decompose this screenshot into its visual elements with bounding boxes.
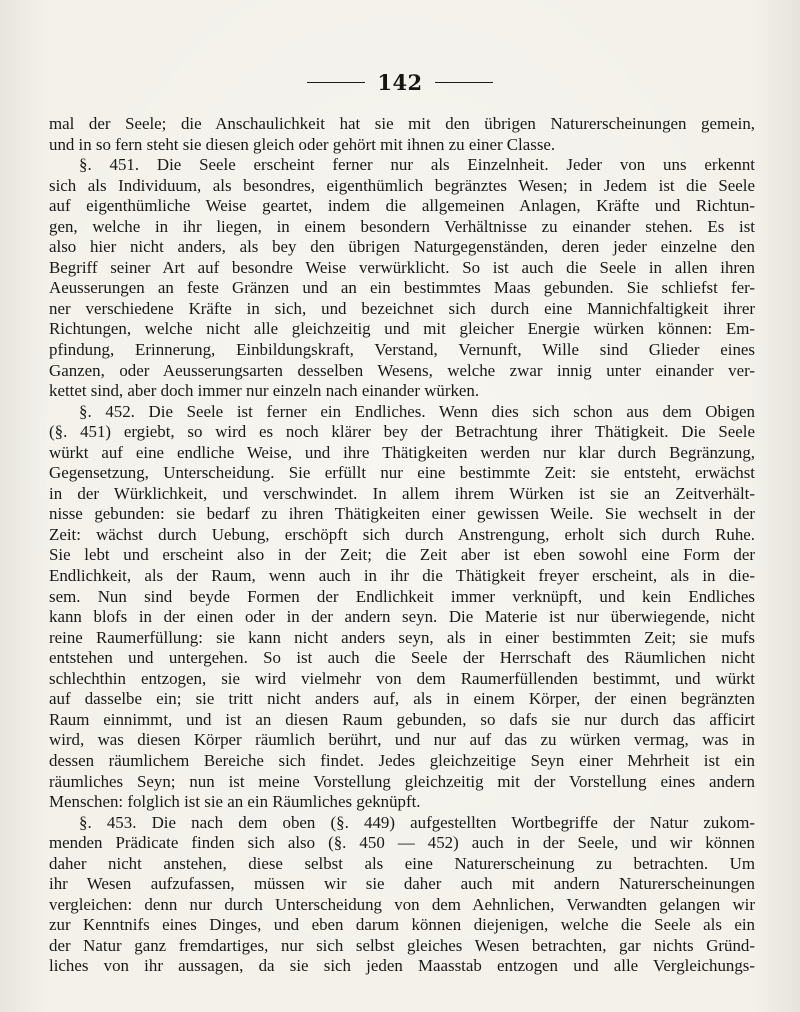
text-line: kann blofs in der einen oder in der andern seyn. Die Materie ist nur überwiegende, nicht — [49, 607, 755, 627]
text-line: sem. Nun sind beyde Formen der Endlichkeit immer verknüpft, und kein Endliches — [49, 586, 755, 606]
text-line: Aeusserungen an feste Gränzen und an ein bestimmtes Maas gebunden. Sie schliefst fer- — [49, 278, 755, 298]
text-line: gen, welche in ihr liegen, in einem besondern Verhältnisse zu einander stehen. Es ist — [49, 216, 755, 236]
text-line: Endlichkeit, als der Raum, wenn auch in ihr die Thätigkeit freyer erscheint, als in die- — [49, 566, 755, 586]
text-line: Ganzen, oder Aeusserungsarten desselben Wesens, welche zwar innig unter einander ver- — [49, 360, 755, 380]
text-line: also hier nicht anders, als bey den übrigen Naturgegenständen, deren jeder einzelne den — [49, 237, 755, 257]
text-line: Menschen: folglich ist sie an ein Räumliches geknüpft. — [49, 792, 421, 812]
text-line: in der Würklichkeit, und verschwindet. In allem ihrem Würken ist sie an Zeitverhält- — [49, 483, 755, 503]
text-line: §. 452. Die Seele ist ferner ein Endliches. Wenn dies sich schon aus dem Obigen — [79, 401, 755, 421]
text-line: zur Kenntnifs eines Dinges, und eben darum können diejenigen, welche die Seele als ein — [49, 915, 755, 935]
text-line: und in so fern steht sie diesen gleich oder gehört mit ihnen zu einer Classe. — [49, 134, 556, 154]
header-rule-right — [435, 82, 493, 84]
text-line: auf dasselbe ein; sie tritt nicht anders auf, als in einem Körper, der einen begränzten — [49, 689, 755, 709]
text-line: wird, was diesen Körper räumlich berührt, und nur auf das zu würken vermag, was in — [49, 730, 755, 750]
text-line: liches von ihr aussagen, da sie sich jeden Maasstab entzogen und alle Vergleichungs- — [49, 956, 755, 976]
text-line: menden Prädicate finden sich also (§. 450 — 452) auch in der Seele, und wir können — [49, 833, 755, 853]
text-line: vergleichen: denn nur durch Unterscheidung von dem Aehnlichen, Verwandten gelangen wir — [49, 894, 755, 914]
text-line: mal der Seele; die Anschaulichkeit hat sie mit den übrigen Naturerscheinungen gemein, — [49, 114, 755, 133]
text-line: würkt auf eine endliche Weise, und ihre Thätigkeiten werden nur klar durch Begränzung, — [49, 442, 755, 462]
text-line: dessen räumlichem Bereiche sich findet. Jedes gleichzeitige Seyn einer Mehrheit ist ein — [49, 750, 755, 770]
text-line: Begriff seiner Art auf besondre Weise verwürklicht. So ist auch die Seele in allen ihren — [49, 257, 755, 277]
text-line: Zeit: wächst durch Uebung, erschöpft sich durch Anstrengung, erholt sich durch Ruhe. — [49, 524, 755, 544]
text-line: Richtungen, welche nicht alle gleichzeitig und mit gleicher Energie würken können: Em- — [49, 319, 755, 339]
text-line: Sie lebt und erscheint also in der Zeit; die Zeit aber ist eben sowohl eine Form der — [49, 545, 755, 565]
text-line: pfindung, Erinnerung, Einbildungskraft, Verstand, Vernunft, Wille sind Glieder eines — [49, 340, 755, 360]
text-line: der Natur ganz fremdartiges, nur sich selbst gleiches Wesen betrachten, gar nichts Gründ- — [49, 935, 755, 955]
text-line: kettet sind, aber doch immer nur einzeln nach einander würken. — [49, 381, 480, 401]
text-line: ihr Wesen aufzufassen, müssen wir sie daher auch mit andern Naturerscheinungen — [49, 874, 755, 894]
text-line: §. 453. Die nach dem oben (§. 449) aufgestellten Wortbegriffe der Natur zukom- — [79, 812, 755, 832]
page-number: 142 — [377, 70, 423, 95]
text-line: (§. 451) ergiebt, so wird es noch klärer bey der Betrachtung ihrer Thätigkeit. Die Seele — [49, 422, 755, 442]
text-line: Gegensetzung, Unterscheidung. Sie erfüllt nur eine bestimmte Zeit: sie entsteht, erwächst — [49, 463, 755, 483]
text-line: reine Raumerfüllung: sie kann nicht anders seyn, als in einer bestimmten Zeit; sie mufs — [49, 627, 755, 647]
text-line: schlechthin entzogen, sie wird vielmehr von dem Raumerfüllenden bestimmt, und würkt — [49, 668, 755, 688]
text-line: Raum einnimmt, und ist an diesen Raum gebunden, so dafs sie nur durch das afficirt — [49, 709, 755, 729]
text-line: entstehen und untergehen. So ist auch die Seele der Herrschaft des Räumlichen nicht — [49, 648, 755, 668]
text-line: sich als Individuum, als besondres, eigenthümlich begränztes Wesen; in Jedem ist die Seele — [49, 175, 755, 195]
text-line: §. 451. Die Seele erscheint ferner nur als Einzelnheit. Jeder von uns erkennt — [79, 155, 755, 175]
text-line: räumliches Seyn; nun ist meine Vorstellung gleichzeitig mit der Vorstellung eines andern — [49, 771, 755, 791]
page-header — [0, 70, 800, 95]
body-text — [49, 114, 755, 977]
header-rule-left — [307, 82, 365, 84]
text-line: auf eigenthümliche Weise geartet, indem die allgemeinen Anlagen, Kräfte und Richtun- — [49, 196, 755, 216]
text-line: ner verschiedene Kräfte in sich, und bezeichnet sich durch eine Mannichfaltigkeit ihrer — [49, 298, 755, 318]
text-line: daher nicht anstehen, diese selbst als eine Naturerscheinung zu betrachten. Um — [49, 853, 755, 873]
text-line: nisse gebunden: sie bedarf zu ihren Thätigkeiten einer gewissen Weile. Sie wechselt in der — [49, 504, 755, 524]
